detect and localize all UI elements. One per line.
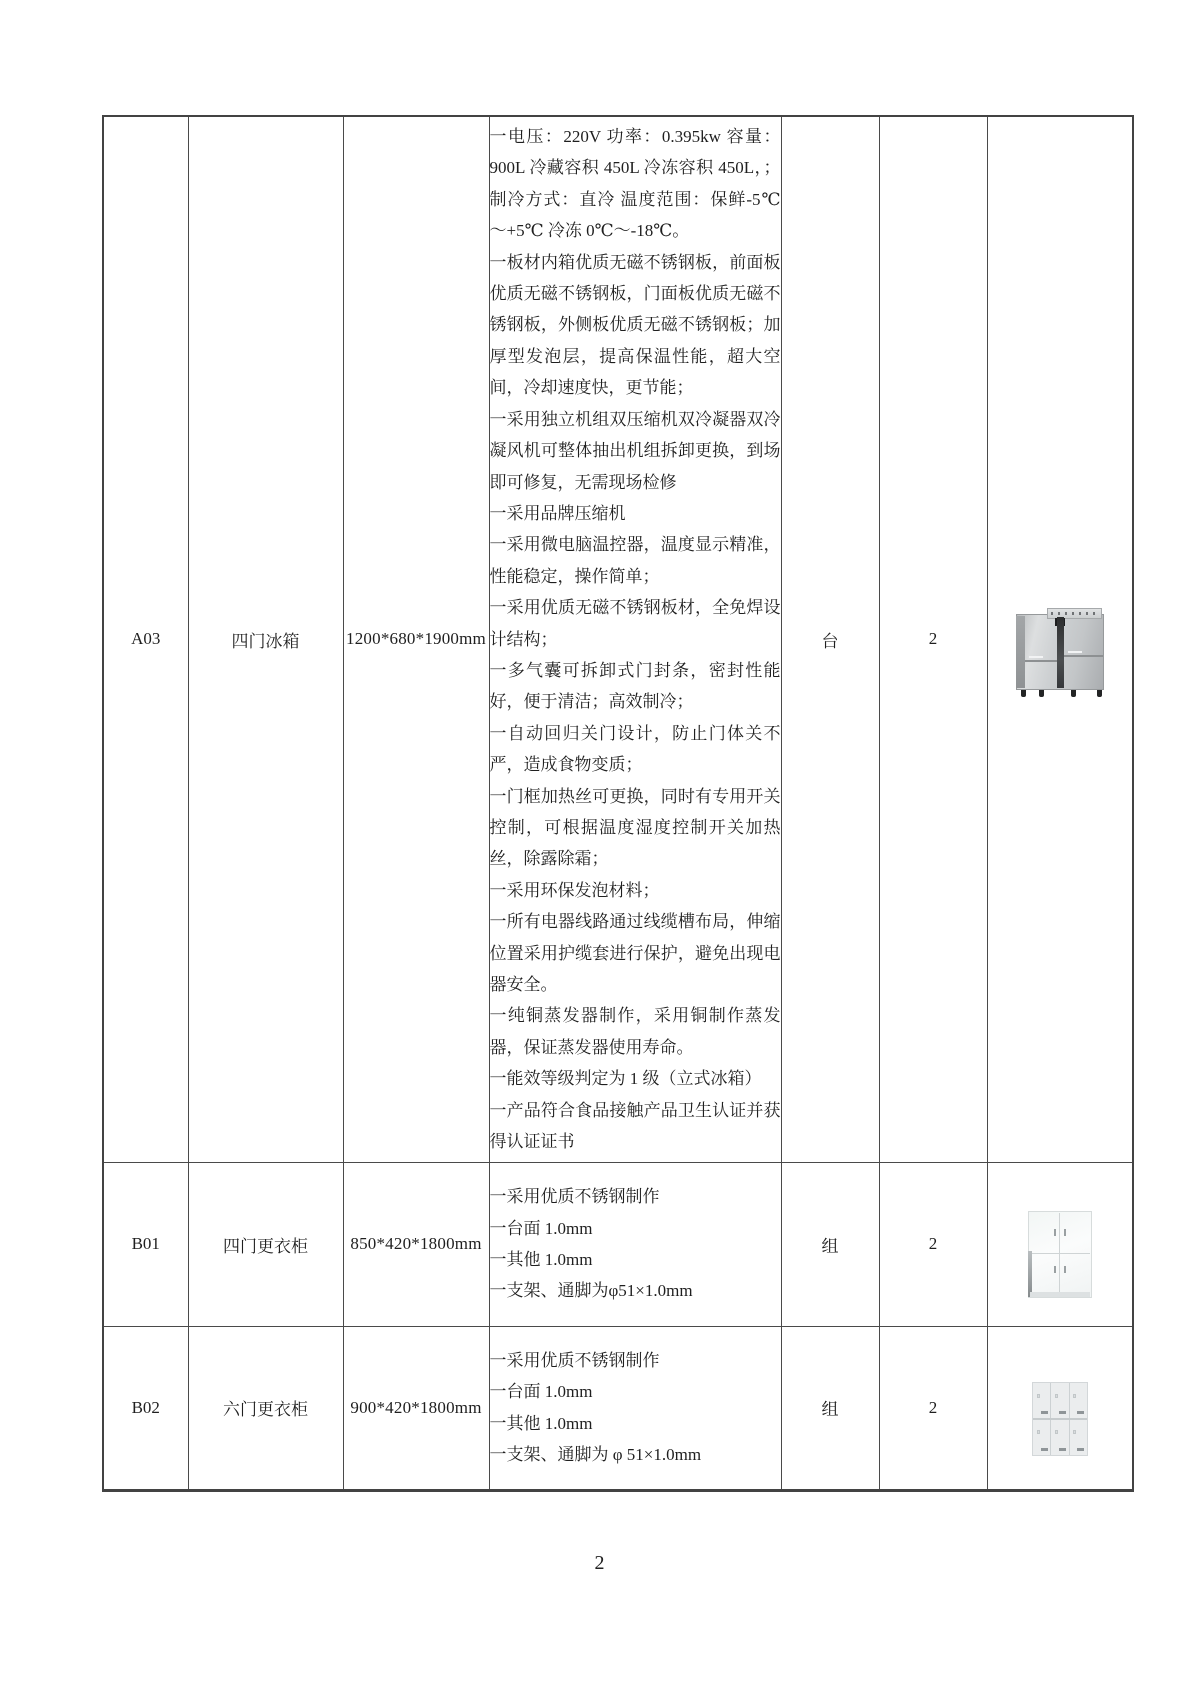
fridge-caster (1071, 690, 1076, 697)
fridge-door-seam (1025, 660, 1057, 662)
spec-line: 一采用品牌压缩机 (489, 503, 626, 523)
locker-vent (1055, 1394, 1058, 1398)
fridge-door-seam (1064, 655, 1103, 657)
fridge-caster (1039, 690, 1044, 697)
item-description-a03 (489, 116, 781, 1162)
fridge-caster (1021, 690, 1026, 697)
fridge-door-handle (1029, 656, 1043, 658)
page-number: 2 (594, 1552, 605, 1574)
locker-plinth (1030, 1292, 1090, 1297)
spec-line: 一采用优质不锈钢制作 (489, 1187, 660, 1207)
locker-handle (1064, 1266, 1066, 1273)
fridge-control-buttons (1051, 612, 1099, 615)
locker-vent (1037, 1394, 1040, 1398)
six-door-locker-image (1032, 1382, 1088, 1456)
spec-line: 一采用优质无磁不锈钢板材，全免焊设计结构； (489, 598, 781, 649)
spec-line: 一电压：220V 功率：0.395kw 容量：900L 冷藏容积 450L 冷冻容积 450L，； 制冷方式：直冷 温度范围：保鲜-5℃～+5℃ 冷冻 0℃～-18℃。 (489, 127, 781, 241)
item-dimensions-b02: 900*420*1800mm (343, 1326, 489, 1490)
locker-side-shadow (1028, 1251, 1032, 1297)
spec-line: 一板材内箱优质无磁不锈钢板，前面板优质无磁不锈钢板，门面板优质无磁不锈钢板，外侧板优质无磁不锈钢板；加厚型发泡层，提高保温性能，超大空间，冷却速度快，更节能； (489, 252, 781, 398)
spec-line: 一其他 1.0mm (489, 1413, 593, 1433)
spec-line: 一采用优质不锈钢制作 (489, 1350, 660, 1370)
locker-handle (1054, 1266, 1056, 1273)
item-dimensions-a03: 1200*680*1900mm (343, 116, 489, 1162)
fridge-side-panel (1016, 616, 1025, 688)
spec-line: 一能效等级判定为 1 级（立式冰箱） (489, 1069, 762, 1089)
item-unit-b01: 组 (781, 1162, 879, 1326)
equipment-spec-table (102, 115, 1134, 1492)
locker-handle (1059, 1411, 1066, 1414)
item-name-b02: 六门更衣柜 (188, 1326, 343, 1490)
locker-vent (1037, 1430, 1040, 1434)
locker-handle (1054, 1229, 1056, 1236)
item-code-b01: B01 (103, 1162, 188, 1326)
locker-door-seam (1030, 1253, 1090, 1254)
spec-line: 一纯铜蒸发器制作，采用铜制作蒸发器，保证蒸发器使用寿命。 (489, 1006, 781, 1057)
table-row-a03 (103, 116, 1133, 1162)
fridge-caster (1097, 690, 1102, 697)
item-description-b01 (489, 1162, 781, 1326)
spec-line: 一台面 1.0mm (489, 1382, 593, 1402)
fridge-center-column (1057, 617, 1064, 688)
fridge-door-handle (1068, 651, 1082, 653)
four-door-refrigerator-image (1013, 605, 1106, 697)
four-door-locker-image (1028, 1211, 1092, 1298)
item-image-cell-a03 (987, 116, 1133, 1162)
item-quantity-a03: 2 (879, 116, 987, 1162)
spec-line: 一支架、通脚为φ51×1.0mm (489, 1281, 693, 1301)
locker-vent (1055, 1430, 1058, 1434)
item-image-cell-b01 (987, 1162, 1133, 1326)
item-unit-b02: 组 (781, 1326, 879, 1490)
spec-line: 一所有电器线路通过线缆槽布局，伸缩位置采用护缆套进行保护，避免出现电器安全。 (489, 912, 781, 995)
item-name-a03: 四门冰箱 (188, 116, 343, 1162)
spec-line: 一门框加热丝可更换，同时有专用开关控制，可根据温度湿度控制开关加热丝，除露除霜； (489, 786, 781, 869)
locker-handle (1064, 1229, 1066, 1236)
spec-line: 一采用微电脑温控器，温度显示精准，性能稳定，操作简单； (489, 535, 781, 586)
spec-line: 一支架、通脚为 φ 51×1.0mm (489, 1444, 702, 1464)
item-quantity-b02: 2 (879, 1326, 987, 1490)
item-name-b01: 四门更衣柜 (188, 1162, 343, 1326)
locker-handle (1077, 1448, 1084, 1451)
locker-handle (1041, 1448, 1048, 1451)
locker-vent (1073, 1394, 1076, 1398)
item-dimensions-b01: 850*420*1800mm (343, 1162, 489, 1326)
item-description-b02 (489, 1326, 781, 1490)
item-image-cell-b02 (987, 1326, 1133, 1490)
spec-line: 一台面 1.0mm (489, 1218, 593, 1238)
locker-handle (1059, 1448, 1066, 1451)
item-quantity-b01: 2 (879, 1162, 987, 1326)
spec-line: 一采用独立机组双压缩机双冷凝器双冷凝风机可整体抽出机组拆卸更换，到场即可修复，无需现场检修 (489, 409, 781, 492)
item-unit-a03: 台 (781, 116, 879, 1162)
table-row-b02 (103, 1326, 1133, 1490)
item-code-b02: B02 (103, 1326, 188, 1490)
locker-vent (1073, 1430, 1076, 1434)
spec-line: 一多气囊可拆卸式门封条，密封性能好，便于清洁；高效制冷； (489, 660, 781, 712)
item-code-a03: A03 (103, 116, 188, 1162)
locker-handle (1077, 1411, 1084, 1414)
spec-line: 一其他 1.0mm (489, 1250, 593, 1269)
spec-line: 一产品符合食品接触产品卫生认证并获得认证证书 (489, 1100, 781, 1152)
locker-door-seam (1033, 1418, 1087, 1420)
spec-line: 一自动回归关门设计，防止门体关不严，造成食物变质； (489, 723, 781, 775)
spec-line: 一采用环保发泡材料； (489, 880, 660, 900)
table-row-b01 (103, 1162, 1133, 1326)
locker-handle (1041, 1411, 1048, 1414)
